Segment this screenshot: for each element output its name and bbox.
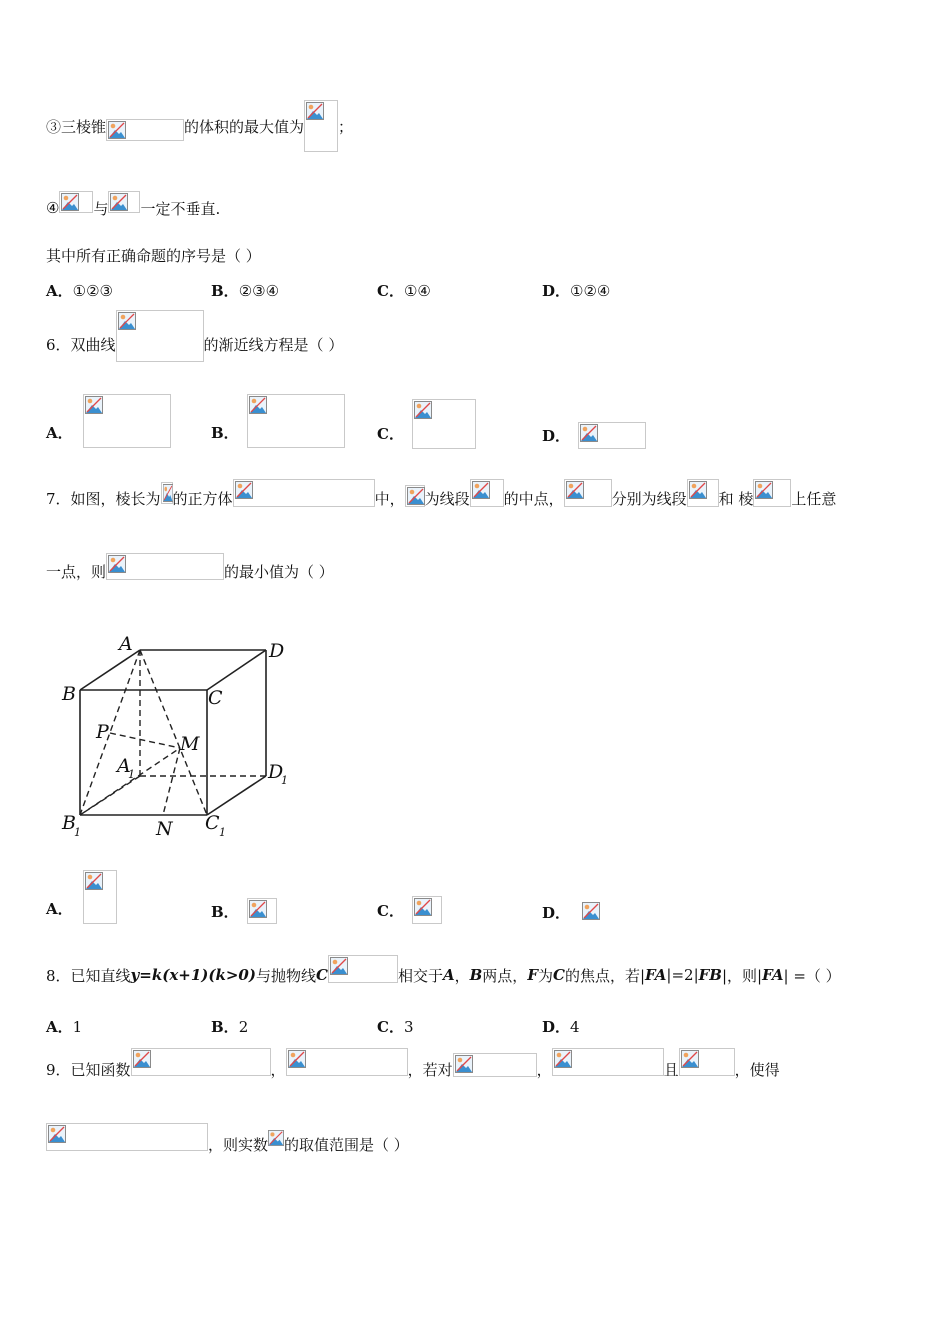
vertex-D-label: D (269, 640, 285, 662)
vertex-A-label: A (119, 633, 133, 655)
broken-image-icon (306, 102, 324, 120)
option-text: 3 (403, 1017, 414, 1036)
q7-p7: 和 棱 (718, 489, 754, 508)
option-label: A． (46, 1018, 73, 1036)
q7-option-c[interactable] (377, 896, 442, 924)
point-N-label: N (156, 818, 173, 840)
broken-image-icon (566, 481, 584, 499)
q8-prefix: 8．已知直线 (46, 966, 131, 985)
q8-FA: FA (645, 966, 667, 984)
q6-prefix: 6．双曲线 (46, 335, 116, 354)
option-label: B． (211, 282, 239, 300)
formula-image (578, 422, 646, 449)
broken-image-icon (163, 484, 173, 502)
option-label: A． (46, 899, 73, 918)
q8-is: 为 (537, 966, 553, 985)
q5-option-c[interactable] (377, 280, 431, 301)
vertex-D1-sub: 1 (281, 774, 288, 787)
formula-image (753, 479, 791, 507)
vertex-B1-sub: 1 (74, 826, 81, 839)
vertex-C-label: C (208, 687, 223, 709)
q9-comma1: ， (270, 1060, 286, 1079)
formula-image (582, 902, 600, 922)
q5-option-d[interactable] (542, 280, 610, 301)
q5-item3-mid: 的体积的最大值为 (184, 117, 305, 136)
broken-image-icon (268, 1130, 284, 1146)
option-label: C． (377, 1018, 404, 1036)
edge-CD (207, 650, 266, 690)
formula-image (161, 482, 173, 504)
formula-image (453, 1053, 537, 1077)
broken-image-icon (580, 424, 598, 442)
vertex-C1-sub: 1 (219, 826, 226, 839)
option-label: B． (211, 902, 239, 921)
option-text: ①④ (403, 281, 431, 300)
vertex-A1-label: A (117, 755, 131, 777)
option-label: D． (542, 1018, 571, 1036)
q8-stem (46, 954, 841, 984)
vertex-A1-sub: 1 (128, 768, 135, 781)
formula-image (286, 1048, 408, 1076)
formula-image (131, 1048, 271, 1076)
q5-item3-prefix: ③三棱锥 (46, 117, 107, 136)
formula-image (83, 870, 117, 924)
q8-eq2: |=2| (666, 966, 699, 984)
q8-curve-ref: C (552, 966, 565, 984)
q8-then: |，则| (721, 966, 763, 985)
option-label: D． (542, 426, 571, 445)
q8-option-a[interactable] (46, 1016, 82, 1037)
broken-image-icon (755, 481, 773, 499)
q9-shide: ，使得 (734, 1060, 780, 1079)
broken-image-icon (554, 1050, 572, 1068)
formula-image (108, 191, 140, 213)
broken-image-icon (108, 555, 126, 573)
q6-option-b[interactable] (211, 394, 345, 448)
broken-image-icon (288, 1050, 306, 1068)
q7-p5: 的中点， (503, 489, 564, 508)
q9-qie: 且 (663, 1060, 679, 1079)
q5-question-text: 其中所有正确命题的序号是（ ） (46, 246, 261, 265)
broken-image-icon (249, 396, 267, 414)
q8-point-A: A (442, 966, 455, 984)
point-M-label: M (180, 733, 200, 755)
vertex-D1-label: D (268, 761, 284, 783)
option-label: D． (542, 282, 571, 300)
option-label: A． (46, 423, 73, 442)
formula-image (106, 119, 184, 141)
broken-image-icon (85, 872, 103, 890)
q8-mid: 与抛物线 (255, 966, 316, 985)
broken-image-icon (582, 902, 600, 920)
q9-prefix: 9．已知函数 (46, 1060, 131, 1079)
q7-p2: 的正方体 (172, 489, 233, 508)
q9-p2: ，则实数 (208, 1135, 269, 1154)
broken-image-icon (61, 193, 79, 211)
formula-image (679, 1048, 735, 1076)
option-text: 1 (72, 1017, 83, 1036)
broken-image-icon (455, 1055, 473, 1073)
formula-image (46, 1123, 208, 1151)
formula-image (247, 394, 345, 448)
q8-after: 相交于 (397, 966, 443, 985)
broken-image-icon (108, 121, 126, 139)
q6-option-a[interactable] (46, 394, 171, 448)
q9-comma2: ， (536, 1060, 552, 1079)
broken-image-icon (118, 312, 136, 330)
q7-p10: 的最小值为（ ） (224, 562, 334, 581)
broken-image-icon (249, 900, 267, 918)
q9-p3: 的取值范围是（ ） (284, 1135, 409, 1154)
q8-option-c[interactable] (377, 1016, 414, 1037)
q6-option-d[interactable] (542, 421, 646, 449)
q5-item4-prefix: ④ (46, 199, 60, 217)
option-label: B． (211, 1018, 239, 1036)
broken-image-icon (48, 1125, 66, 1143)
q5-option-a[interactable] (46, 280, 113, 301)
option-label: B． (211, 423, 239, 442)
edge-C1D1 (207, 776, 266, 815)
option-text: 4 (570, 1017, 580, 1036)
formula-image (470, 479, 504, 507)
point-P-label: P (96, 721, 109, 743)
formula-image (116, 310, 204, 362)
broken-image-icon (330, 957, 348, 975)
q8-two-points: 两点， (482, 966, 528, 985)
q7-stem-line2 (46, 552, 334, 580)
q9-stem-line1 (46, 1047, 780, 1077)
q8-line-equation: y=k(x+1)(k>0) (130, 966, 256, 984)
q7-option-b[interactable] (211, 898, 277, 924)
q8-point-F: F (527, 966, 538, 984)
vertex-B1-label: B (62, 812, 76, 834)
q8-point-B: B (469, 966, 483, 984)
option-label: C． (377, 424, 404, 443)
q6-stem (46, 310, 343, 362)
q5-item4-end: 一定不垂直. (140, 199, 221, 218)
q9-ruodui: ，若对 (407, 1060, 453, 1079)
option-label: A． (46, 282, 73, 300)
q9-stem-line2 (46, 1122, 409, 1152)
broken-image-icon (414, 401, 432, 419)
broken-image-icon (110, 193, 128, 211)
line-PM (110, 733, 180, 748)
q7-p9: 一点，则 (46, 562, 107, 581)
formula-image (405, 485, 425, 507)
option-text: 2 (238, 1017, 249, 1036)
formula-image (304, 100, 338, 152)
broken-image-icon (407, 487, 425, 505)
q8-FB: FB (698, 966, 722, 984)
formula-image (687, 479, 719, 507)
option-label: D． (542, 903, 571, 922)
broken-image-icon (689, 481, 707, 499)
q8-curve: C (315, 966, 328, 984)
q5-option-b[interactable] (211, 280, 279, 301)
q5-item3-end: ； (338, 117, 354, 136)
q7-p4: 为线段 (424, 489, 470, 508)
formula-image (412, 399, 476, 449)
q7-stem-line1 (46, 478, 836, 508)
q6-suffix: 的渐近线方程是（ ） (203, 335, 344, 354)
vertex-C1-label: C (205, 812, 220, 834)
q8-comma: ， (454, 966, 470, 985)
broken-image-icon (472, 481, 490, 499)
option-text: ①②③ (72, 281, 113, 300)
broken-image-icon (133, 1050, 151, 1068)
edge-BA (80, 650, 140, 690)
q5-item4-line (46, 184, 220, 220)
q5-item3-line (46, 100, 353, 152)
q8-FA2: FA (762, 966, 784, 984)
broken-image-icon (85, 396, 103, 414)
formula-image (106, 553, 224, 580)
q8-end: | =（ ） (783, 966, 841, 985)
q7-p8: 上任意 (791, 489, 837, 508)
broken-image-icon (681, 1050, 699, 1068)
q7-p1: 7．如图，棱长为 (46, 489, 161, 508)
formula-image (59, 191, 93, 213)
q8-focus: 的焦点，若| (564, 966, 645, 985)
formula-image (83, 394, 171, 448)
formula-image (233, 479, 375, 507)
formula-image (268, 1130, 284, 1148)
option-text: ②③④ (238, 281, 280, 300)
q7-p3: 中， (374, 489, 405, 508)
q6-option-c[interactable] (377, 399, 476, 449)
q5-item4-mid: 与 (93, 199, 109, 218)
option-text: ①②④ (570, 281, 611, 300)
option-label: C． (377, 901, 404, 920)
option-label: C． (377, 282, 404, 300)
q7-option-a[interactable] (46, 870, 117, 924)
line-AB1 (80, 650, 140, 815)
vertex-B-label: B (62, 683, 76, 705)
q8-option-b[interactable] (211, 1016, 248, 1037)
formula-image (247, 898, 277, 924)
broken-image-icon (414, 898, 432, 916)
q5-question (46, 245, 261, 265)
q8-option-d[interactable] (542, 1016, 580, 1037)
formula-image (552, 1048, 664, 1076)
formula-image (412, 896, 442, 924)
broken-image-icon (235, 481, 253, 499)
formula-image (328, 955, 398, 983)
q7-p6: 分别为线段 (611, 489, 687, 508)
q7-option-d[interactable] (542, 900, 600, 924)
cube-figure (56, 628, 296, 844)
formula-image (564, 479, 612, 507)
